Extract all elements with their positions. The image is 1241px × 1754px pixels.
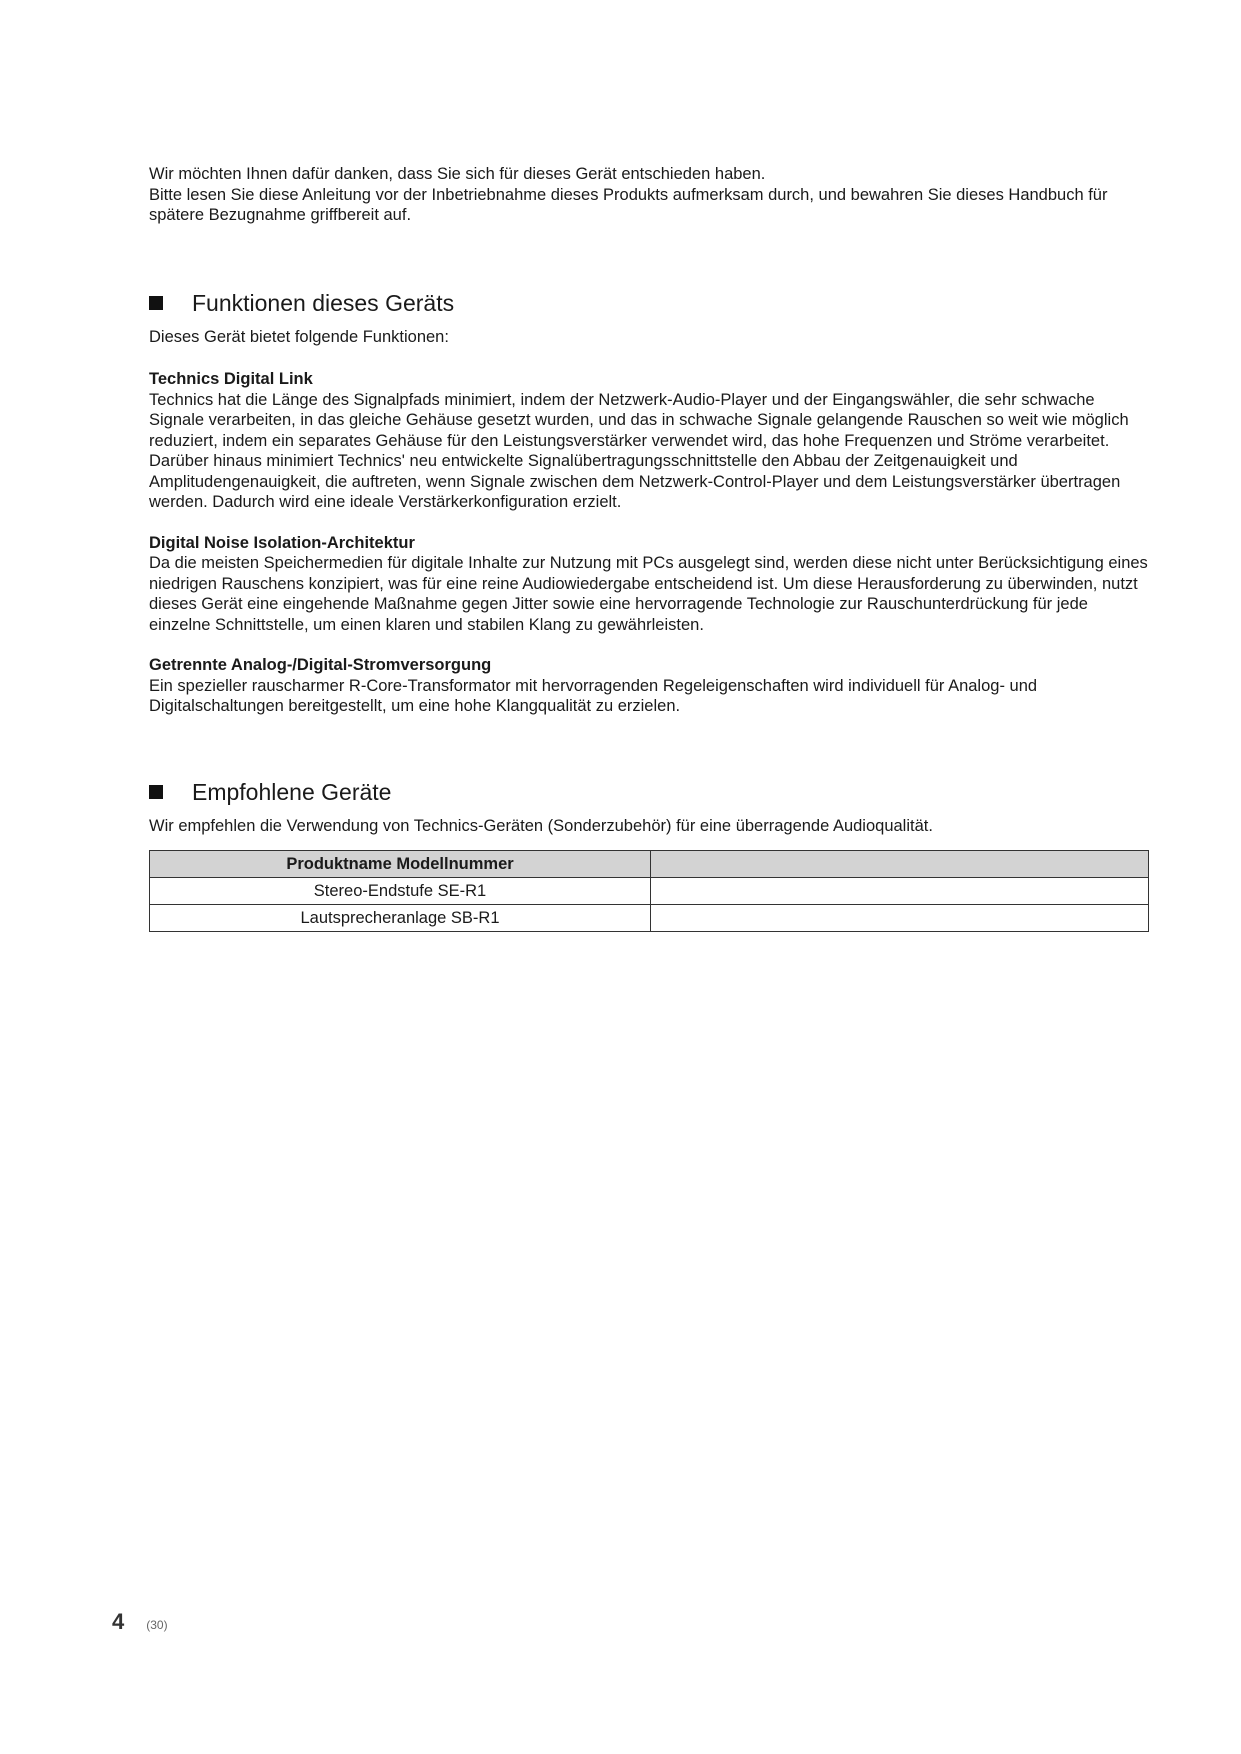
table-header-row bbox=[150, 851, 1149, 878]
feature-text: Ein spezieller rauscharmer R-Core-Transformator mit hervorragenden Regeleigenschaften wird individuell für Analog- und Digitalschaltungen bereitgestellt, um eine hohe Klangqualität zu erzielen. bbox=[149, 676, 1038, 715]
table-header-cell bbox=[651, 851, 1149, 878]
page-content bbox=[149, 164, 1149, 932]
section-heading-functions bbox=[149, 290, 1149, 317]
table-cell: Lautsprecheranlage SB-R1 bbox=[150, 905, 651, 932]
table-header-cell: Produktname Modellnummer bbox=[150, 851, 651, 878]
square-bullet-icon bbox=[149, 785, 163, 799]
section-title: Funktionen dieses Geräts bbox=[192, 289, 455, 316]
feature-text: Da die meisten Speichermedien für digitale Inhalte zur Nutzung mit PCs ausgelegt sind, werden diese nicht unter Berücksichtigung eines niedrigen Rauschens konzipiert, was für eine reine Audiowiedergabe entscheidend ist. Um diese Herausforderung zu überwinden, nutzt dieses Gerät eine eingehende Maßnahme gegen Jitter sowie eine hervorragende Technologie zur Rauschunterdrückung für jede einzelne Schnittstelle, um einen klaren und stabilen Klang zu gewährleisten. bbox=[149, 554, 1148, 634]
intro-line-1: Wir möchten Ihnen dafür danken, dass Sie sich für dieses Gerät entschieden haben. bbox=[149, 165, 766, 183]
feature-block bbox=[149, 533, 1149, 636]
feature-title: Digital Noise Isolation-Architektur bbox=[149, 533, 415, 552]
feature-block bbox=[149, 369, 1149, 513]
page-sub-number: (30) bbox=[146, 1618, 168, 1632]
feature-block bbox=[149, 655, 1149, 717]
intro-block bbox=[149, 164, 1149, 226]
section-lead: Dieses Gerät bietet folgende Funktionen: bbox=[149, 327, 449, 346]
table-cell: Stereo-Endstufe SE-R1 bbox=[150, 878, 651, 905]
table-cell bbox=[651, 905, 1149, 932]
square-bullet-icon bbox=[149, 296, 163, 310]
feature-text: Technics hat die Länge des Signalpfads minimiert, indem der Netzwerk-Audio-Player und der Eingangswähler, die sehr schwache Signale verarbeiten, in das gleiche Gehäuse gesetzt wurden, und das in schwache Signale gelangende Rauschen so weit wie möglich reduziert, indem ein separates Gehäuse für den Leistungsverstärker verwendet wird, das hohe Frequenzen und Ströme verarbeitet. Darüber hinaus minimiert Technics' neu entwickelte Signalübertragungsschnittstelle den Abbau der Zeitgenauigkeit und Amplitudengenauigkeit, die auftreten, wenn Signale zwischen dem Netzwerk-Control-Player und dem Leistungsverstärker übertragen werden. Dadurch wird eine ideale Verstärkerkonfiguration erzielt. bbox=[149, 390, 1129, 511]
page-footer bbox=[112, 1609, 168, 1635]
section-heading-recommended bbox=[149, 779, 1149, 806]
intro-line-2: Bitte lesen Sie diese Anleitung vor der Inbetriebnahme dieses Produkts aufmerksam durch, und bewahren Sie dieses Handbuch für spätere Bezugnahme griffbereit auf. bbox=[149, 185, 1108, 224]
recommended-products-table bbox=[149, 850, 1149, 932]
section-lead: Wir empfehlen die Verwendung von Technics-Geräten (Sonderzubehör) für eine überragende Audioqualität. bbox=[149, 816, 933, 835]
page-number: 4 bbox=[112, 1609, 125, 1634]
feature-title: Technics Digital Link bbox=[149, 370, 313, 388]
table-row bbox=[150, 905, 1149, 932]
section-title: Empfohlene Geräte bbox=[192, 778, 392, 805]
table-row bbox=[150, 878, 1149, 905]
feature-title: Getrennte Analog-/Digital-Stromversorgung bbox=[149, 656, 492, 674]
table-cell bbox=[651, 878, 1149, 905]
